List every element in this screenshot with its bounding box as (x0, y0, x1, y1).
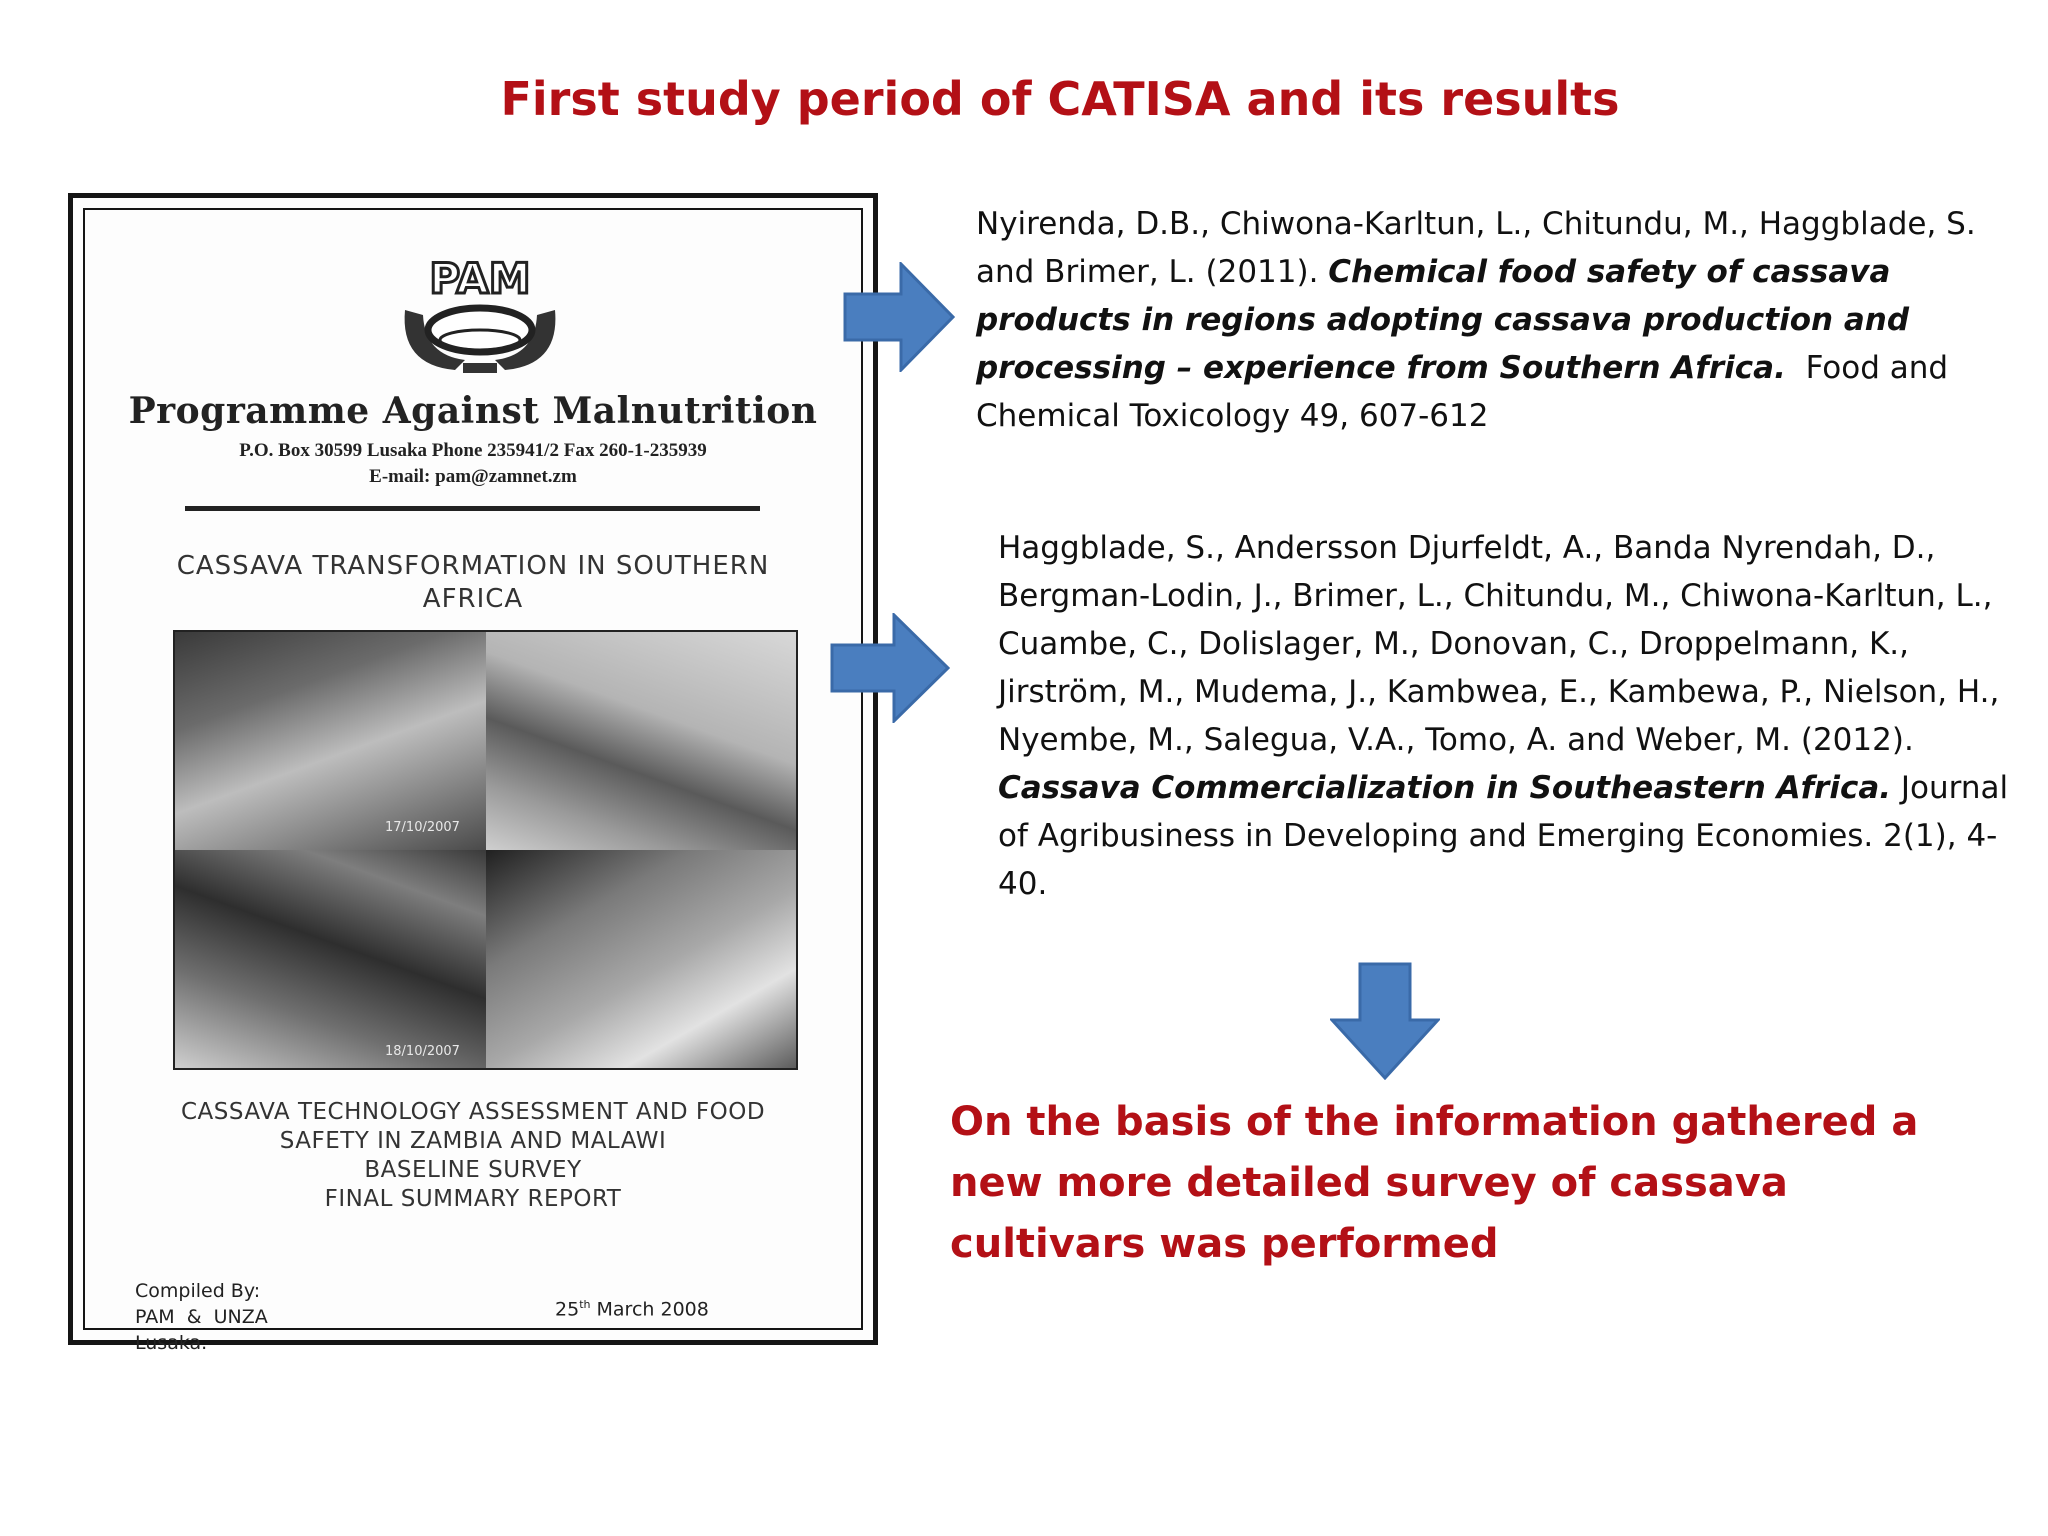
report-date-suffix: th (579, 1298, 591, 1311)
organization-address: P.O. Box 30599 Lusaka Phone 235941/2 Fax 260-1-235939 (239, 440, 707, 461)
conclusion-statement: On the basis of the information gathered a new more detailed survey of cassava cultivars was performed (950, 1099, 1919, 1267)
citation-haggblade-2012 (998, 524, 2018, 908)
report-subtitle-line-1: CASSAVA TECHNOLOGY ASSESSMENT AND FOOD (180, 1099, 766, 1125)
photo-date-stamp: 18/10/2007 (385, 1044, 460, 1059)
slide-title: First study period of CATISA and its results (500, 72, 1620, 126)
market-photo (175, 632, 486, 850)
compiled-by (135, 1278, 268, 1356)
report-title-line-1: CASSAVA TRANSFORMATION IN SOUTHERN (176, 551, 770, 581)
report-date-day: 25 (555, 1298, 580, 1321)
organization-email: E-mail: pam@zamnet.zm (369, 466, 577, 487)
report-title-line-2: AFRICA (422, 584, 524, 614)
photo-date-stamp: 17/10/2007 (385, 820, 460, 835)
pam-logo (385, 255, 575, 385)
compiled-by-names: PAM & UNZA (135, 1306, 268, 1328)
report-subtitle (85, 1098, 861, 1214)
storage-photo (486, 850, 797, 1068)
citation-authors: Haggblade, S., Andersson Djurfeldt, A., Banda Nyrendah, D., Bergman-Lodin, J., Brimer, L., Chitundu, M., Chiwona-Karltun, L., Cuambe, C., Dolislager, M., Donovan, C., Droppelmann, K., Jirström, M., Mudema, J., Kambwea, E., Kambewa, P., Nielson, H., Nyembe, M., Salegua, V.A., Tomo, A. and Weber, M. (2012). (998, 530, 2000, 758)
citation-nyirenda-2011 (976, 200, 1996, 440)
down-arrow-icon (1330, 962, 1440, 1080)
report-date-rest: March 2008 (590, 1298, 709, 1321)
report-cover-inner-border (83, 208, 863, 1354)
report-cover-image (68, 193, 878, 1354)
report-title (85, 550, 861, 616)
citation-source: Journal of Agribusiness in Developing and Emerging Economies. 2(1), 4-40. (998, 770, 2009, 902)
processing-photo (486, 632, 797, 850)
cover-divider (185, 506, 760, 511)
citation-authors: Nyirenda, D.B., Chiwona-Karltun, L., Chitundu, M., Haggblade, S. and Brimer, L. (2011). (976, 206, 1976, 290)
vendors-photo (175, 850, 486, 1068)
right-arrow-icon (830, 613, 950, 723)
compiled-by-label: Compiled By: (135, 1280, 261, 1302)
report-subtitle-line-3: BASELINE SURVEY (364, 1157, 582, 1183)
citation-title: Cassava Commercialization in Southeastern Africa. (998, 770, 1892, 806)
organization-name: Programme Against Malnutrition (128, 390, 818, 432)
photo-collage (173, 630, 798, 1070)
report-subtitle-line-2: SAFETY IN ZAMBIA AND MALAWI (279, 1128, 667, 1154)
report-subtitle-line-4: FINAL SUMMARY REPORT (324, 1186, 622, 1212)
citation-source: Food and Chemical Toxicology 49, 607-612 (976, 350, 1958, 434)
compiled-by-place: Lusaka. (135, 1332, 208, 1354)
citation-title: Chemical food safety of cassava products in regions adopting cassava production and processing – experience from Southern Africa. (976, 254, 1910, 386)
report-date (555, 1298, 709, 1320)
pam-logo-text: PAM (429, 255, 531, 303)
right-arrow-icon (843, 262, 955, 372)
